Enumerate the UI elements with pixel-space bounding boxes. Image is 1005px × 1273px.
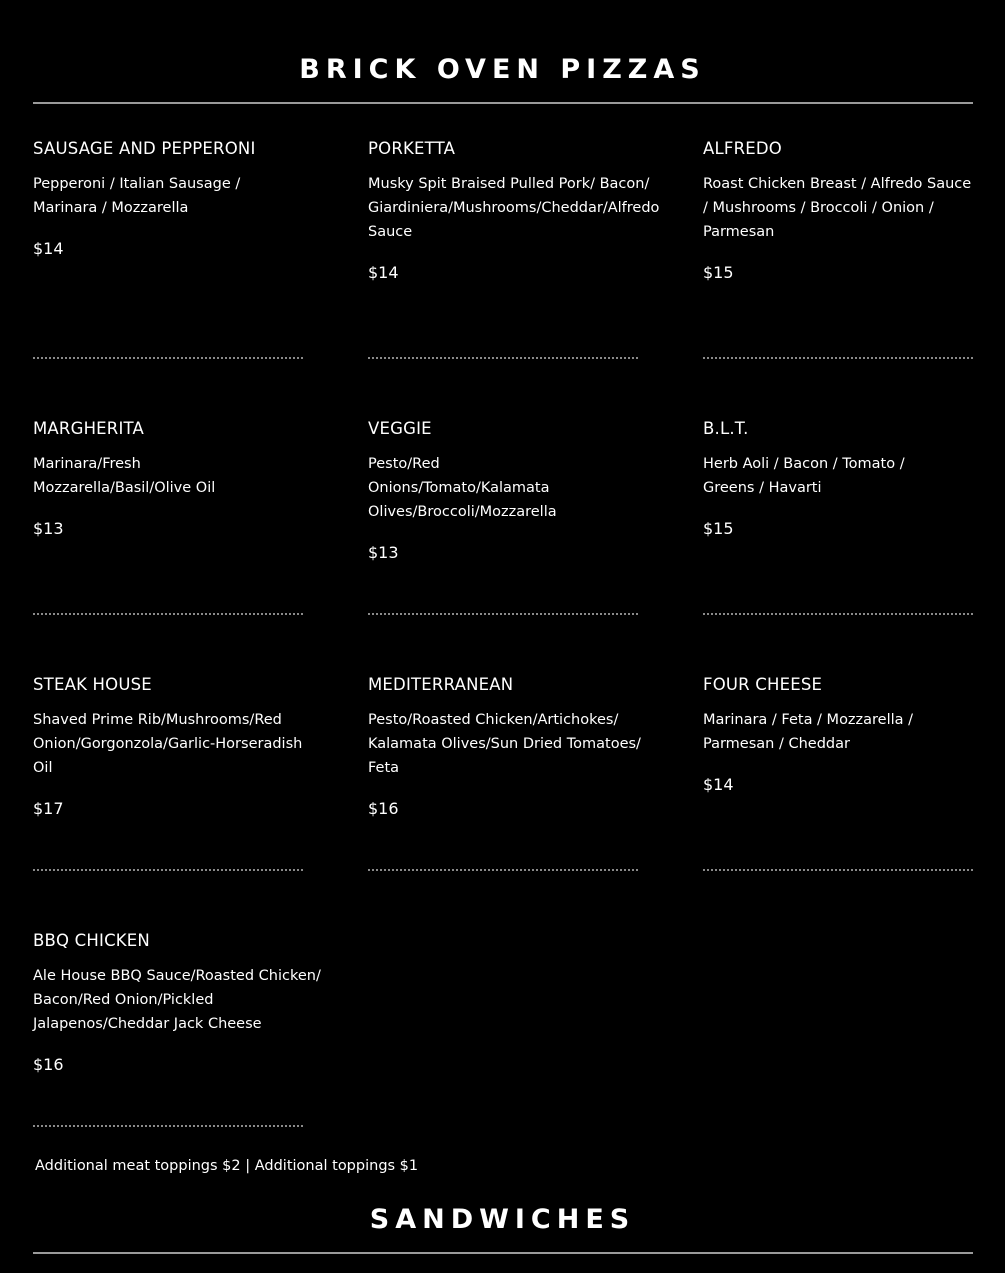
item-name: FOUR CHEESE xyxy=(703,675,823,694)
item-price: $13 xyxy=(368,543,399,562)
item-divider xyxy=(368,613,638,615)
item-divider xyxy=(33,613,303,615)
menu-item-sausage-and-pepperoni xyxy=(33,139,333,259)
menu-item-steak-house xyxy=(33,675,333,819)
item-name: PORKETTA xyxy=(368,139,456,158)
item-name: SAUSAGE AND PEPPERONI xyxy=(33,139,256,158)
item-name: BBQ CHICKEN xyxy=(33,931,150,950)
item-name: STEAK HOUSE xyxy=(33,675,152,694)
item-divider xyxy=(703,613,973,615)
item-divider xyxy=(33,869,303,871)
sandwiches-section-title: SANDWICHES xyxy=(369,1204,636,1235)
menu-item-margherita xyxy=(33,419,333,539)
item-description: Pepperoni / Italian Sausage / Marinara / Mozzarella xyxy=(33,176,241,216)
item-price: $15 xyxy=(703,263,734,282)
item-description: Shaved Prime Rib/Mushrooms/Red Onion/Gorgonzola/Garlic-Horseradish Oil xyxy=(33,712,303,776)
item-price: $13 xyxy=(33,519,64,538)
pizzas-title-divider xyxy=(33,102,973,104)
pizzas-section-title: BRICK OVEN PIZZAS xyxy=(299,54,706,85)
item-description: Ale House BBQ Sauce/Roasted Chicken/ Bacon/Red Onion/Pickled Jalapenos/Cheddar Jack Cheese xyxy=(33,968,321,1032)
menu-item-four-cheese xyxy=(703,675,1003,795)
item-divider xyxy=(703,357,973,359)
item-description: Pesto/Red Onions/Tomato/Kalamata Olives/Broccoli/Mozzarella xyxy=(368,456,557,520)
item-name: MARGHERITA xyxy=(33,419,145,438)
item-price: $16 xyxy=(33,1055,64,1074)
item-description: Herb Aoli / Bacon / Tomato / Greens / Havarti xyxy=(703,456,905,496)
item-price: $14 xyxy=(703,775,734,794)
sandwiches-title-divider xyxy=(33,1252,973,1254)
menu-item-mediterranean xyxy=(368,675,668,819)
item-description: Pesto/Roasted Chicken/Artichokes/ Kalamata Olives/Sun Dried Tomatoes/ Feta xyxy=(368,712,641,776)
item-divider xyxy=(368,869,638,871)
menu-item-alfredo xyxy=(703,139,1003,283)
menu-item-porketta xyxy=(368,139,668,283)
item-name: MEDITERRANEAN xyxy=(368,675,514,694)
item-divider xyxy=(33,357,303,359)
menu-item-veggie xyxy=(368,419,668,563)
item-price: $16 xyxy=(368,799,399,818)
item-description: Roast Chicken Breast / Alfredo Sauce / Mushrooms / Broccoli / Onion / Parmesan xyxy=(703,176,972,240)
item-divider xyxy=(703,869,973,871)
item-name: VEGGIE xyxy=(368,419,432,438)
menu-item-blt xyxy=(703,419,1003,539)
toppings-footnote: Additional meat toppings $2 | Additional toppings $1 xyxy=(35,1158,419,1174)
item-price: $17 xyxy=(33,799,64,818)
item-price: $14 xyxy=(33,239,64,258)
item-price: $14 xyxy=(368,263,399,282)
item-name: ALFREDO xyxy=(703,139,782,158)
item-description: Marinara/Fresh Mozzarella/Basil/Olive Oil xyxy=(33,456,216,496)
item-name: B.L.T. xyxy=(703,419,749,438)
item-price: $15 xyxy=(703,519,734,538)
item-divider xyxy=(368,357,638,359)
item-description: Musky Spit Braised Pulled Pork/ Bacon/ Giardiniera/Mushrooms/Cheddar/Alfredo Sauce xyxy=(368,176,660,240)
menu-item-bbq-chicken xyxy=(33,931,333,1075)
item-divider xyxy=(33,1125,303,1127)
item-description: Marinara / Feta / Mozzarella / Parmesan / Cheddar xyxy=(703,712,914,752)
